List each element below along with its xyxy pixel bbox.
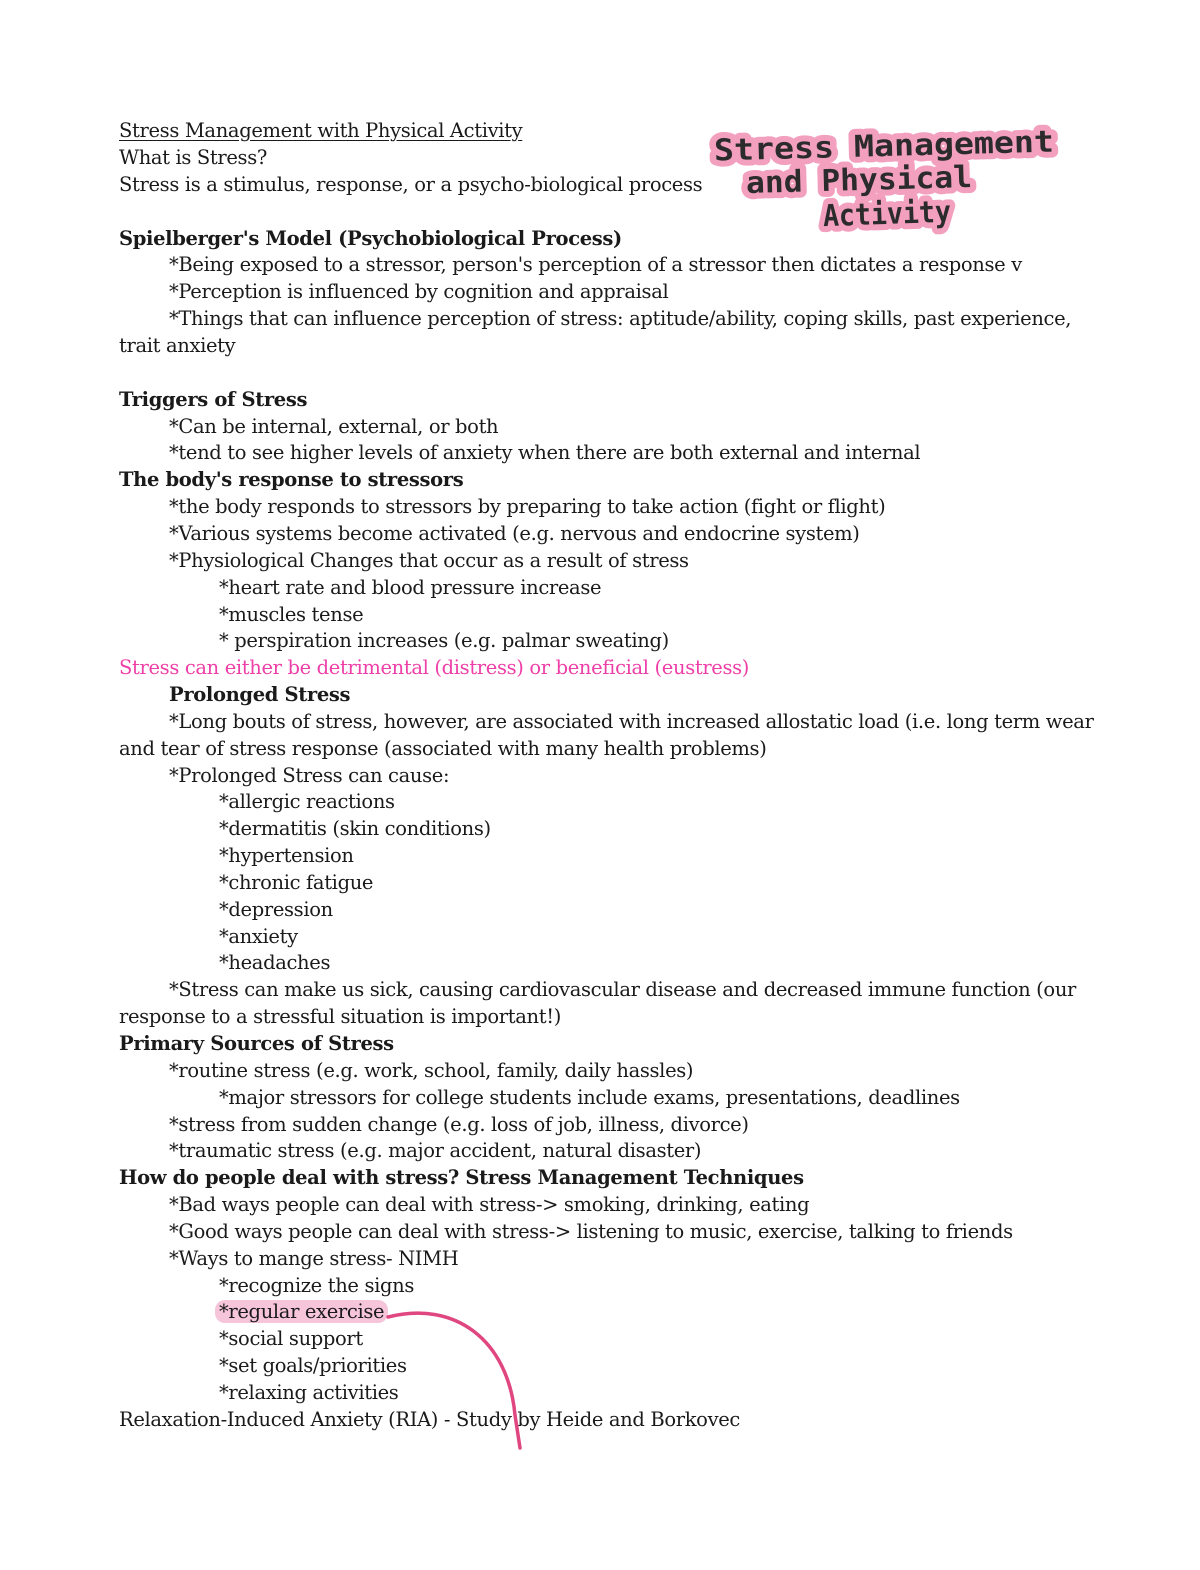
spielberger-influence-cont: trait anxiety [119,333,236,357]
stress-question: What is Stress? [119,145,267,169]
nimh-item: *social support [219,1327,363,1351]
physiological-change: * perspiration increases (e.g. palmar sweating) [219,629,669,653]
spacer [119,360,1089,387]
sources-heading: Primary Sources of Stress [119,1032,394,1055]
nimh-item: *relaxing activities [219,1380,399,1404]
prolonged-effect: *depression [219,897,333,921]
nimh-item-highlighted [119,1299,1089,1326]
sources-item: *stress from sudden change (e.g. loss of job, illness, divorce) [169,1112,749,1136]
distress-eustress-note: Stress can either be detrimental (distress) or beneficial (eustress) [119,656,750,680]
physiological-change: *heart rate and blood pressure increase [219,575,602,599]
management-heading: How do people deal with stress? Stress Management Techniques [119,1166,804,1190]
physiological-change: *muscles tense [219,602,364,626]
response-item: *Physiological Changes that occur as a result of stress [169,548,689,572]
management-item: *Ways to mange stress- NIMH [169,1246,459,1270]
triggers-item: *Can be internal, external, or both [169,414,499,438]
prolonged-can-cause: *Prolonged Stress can cause: [169,763,450,787]
triggers-heading: Triggers of Stress [119,387,308,411]
sources-college: *major stressors for college students include exams, presentations, deadlines [219,1085,960,1109]
spielberger-item: *Being exposed to a stressor, person's perception of a stressor then dictates a response v [169,253,1022,277]
spielberger-heading: Spielberger's Model (Psychobiological Process) [119,226,622,250]
stress-definition: Stress is a stimulus, response, or a psycho-biological process [119,172,703,196]
handwritten-title-line3: Activity [822,194,969,235]
nimh-item: *set goals/priorities [219,1354,407,1378]
prolonged-heading: Prolonged Stress [169,683,351,707]
triggers-item: *tend to see higher levels of anxiety when there are both external and internal [169,441,921,465]
prolonged-effect: *anxiety [219,924,298,948]
ria-line: Relaxation-Induced Anxiety (RIA) - Study by Heide and Borkovec [119,1407,740,1431]
stress-sick: *Stress can make us sick, causing cardiovascular disease and decreased immune function (our [169,978,1077,1002]
response-item: *the body responds to stressors by preparing to take action (fight or flight) [169,495,886,519]
handwritten-title-line2: and Physical [745,160,964,201]
handwritten-title-stamp [700,118,1070,243]
handwritten-title-graphic [700,118,1070,243]
prolonged-bouts-cont: and tear of stress response (associated with many health problems) [119,736,767,760]
nimh-item: *recognize the signs [219,1273,414,1297]
response-heading: The body's response to stressors [119,468,464,492]
management-item: *Bad ways people can deal with stress-> smoking, drinking, eating [169,1193,810,1217]
document-title: Stress Management with Physical Activity [119,119,523,142]
prolonged-bouts: *Long bouts of stress, however, are associated with increased allostatic load (i.e. long term wear [169,709,1094,733]
spielberger-influence: *Things that can influence perception of stress: aptitude/ability, coping skills, past experience, [169,307,1072,331]
stress-sick-cont: response to a stressful situation is important!) [119,1005,561,1029]
prolonged-effect: *chronic fatigue [219,870,374,894]
notes-document [119,118,1094,1434]
prolonged-effect: *allergic reactions [219,790,395,814]
prolonged-effect: *dermatitis (skin conditions) [219,817,491,841]
handwritten-title-line1: Stress Management [713,125,1022,169]
spielberger-item: *Perception is influenced by cognition and appraisal [169,280,669,304]
sources-routine: *routine stress (e.g. work, school, family, daily hassles) [169,1058,694,1082]
prolonged-effect: *hypertension [219,844,354,868]
management-item: *Good ways people can deal with stress-> listening to music, exercise, talking to friends [169,1219,1013,1243]
regular-exercise-highlight: *regular exercise [215,1300,388,1323]
response-item: *Various systems become activated (e.g. nervous and endocrine system) [169,521,860,545]
prolonged-effect: *headaches [219,951,331,975]
sources-item: *traumatic stress (e.g. major accident, natural disaster) [169,1139,702,1163]
